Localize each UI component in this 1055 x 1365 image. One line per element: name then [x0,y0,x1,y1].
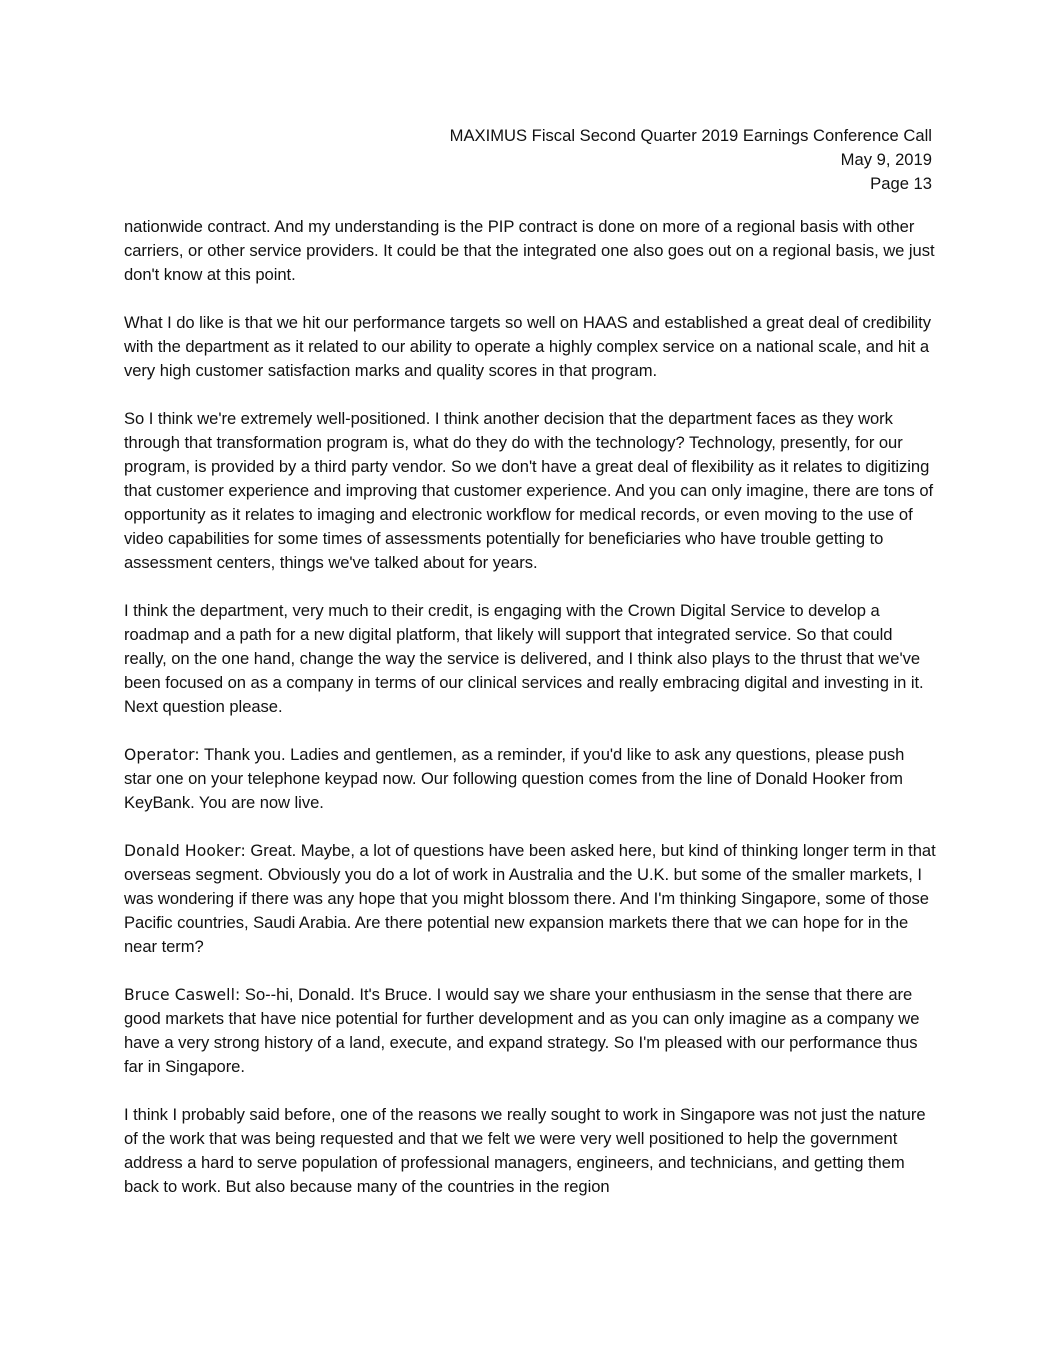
paragraph-text: So--hi, Donald. It's Bruce. I would say we share your enthusiasm in the sense that there are good markets that have nice potential for further development and as you can only imagine as a company we have a very strong history of a land, execute, and expand strategy. So I'm pleased with our performance thus far in Singapore. [124,985,920,1076]
paragraph-text: nationwide contract. And my understanding is the PIP contract is done on more of a regional basis with other carriers, or other service providers. It could be that the integrated one also goes out on a regional basis, we just don't know at this point. [124,217,935,284]
paragraph-text: What I do like is that we hit our performance targets so well on HAAS and established a great deal of credibility with the department as it related to our ability to operate a highly complex service on a national scale, and hit a very high customer satisfaction marks and quality scores in that program. [124,313,931,380]
answer-paragraph [124,983,936,1079]
transcript-body [124,215,936,1223]
paragraph-text: Thank you. Ladies and gentlemen, as a reminder, if you'd like to ask any questions, please push star one on your telephone keypad now. Our following question comes from the line of Donald Hooker from KeyBank. You are now live. [124,745,905,812]
speaker-label: Donald Hooker: [124,842,246,860]
speaker-label: Bruce Caswell: [124,986,241,1004]
paragraph-text: I think the department, very much to their credit, is engaging with the Crown Digital Service to develop a roadmap and a path for a new digital platform, that likely will support that integrated service. So that could really, on the one hand, change the way the service is delivered, and I think also plays to the thrust that we've been focused on as a company in terms of our clinical services and really embracing digital and investing in it. Next question please. [124,601,924,716]
paragraph [124,599,936,719]
speaker-label: Operator: [124,746,200,764]
paragraph [124,215,936,287]
question-paragraph [124,839,936,959]
page-number: Page 13 [870,174,932,193]
document-title: MAXIMUS Fiscal Second Quarter 2019 Earnings Conference Call [449,126,932,145]
paragraph [124,407,936,575]
paragraph-text: So I think we're extremely well-positioned. I think another decision that the department faces as they work through that transformation program is, what do they do with the technology? Technology, presently, for our program, is provided by a third party vendor. So we don't have a great deal of flexibility as it relates to digitizing that customer experience and improving that customer experience. And you can only imagine, there are tons of opportunity as it relates to imaging and electronic workflow for medical records, or even moving to the use of video capabilities for some times of assessments potentially for beneficiaries who have trouble getting to assessment centers, things we've talked about for years. [124,409,934,572]
paragraph-text: Great. Maybe, a lot of questions have been asked here, but kind of thinking longer term in that overseas segment. Obviously you do a lot of work in Australia and the U.K. but some of the smaller markets, I was wondering if there was any hope that you might blossom there. And I'm thinking Singapore, some of those Pacific countries, Saudi Arabia. Are there potential new expansion markets there that we can hope for in the near term? [124,841,936,956]
document-date: May 9, 2019 [840,150,932,169]
paragraph [124,311,936,383]
paragraph [124,1103,936,1199]
page-header [450,124,932,196]
operator-paragraph [124,743,936,815]
paragraph-text: I think I probably said before, one of the reasons we really sought to work in Singapore was not just the nature of the work that was being requested and that we felt we were very well positioned to help the government address a hard to serve population of professional managers, engineers, and technicians, and getting them back to work. But also because many of the countries in the region [124,1105,926,1196]
